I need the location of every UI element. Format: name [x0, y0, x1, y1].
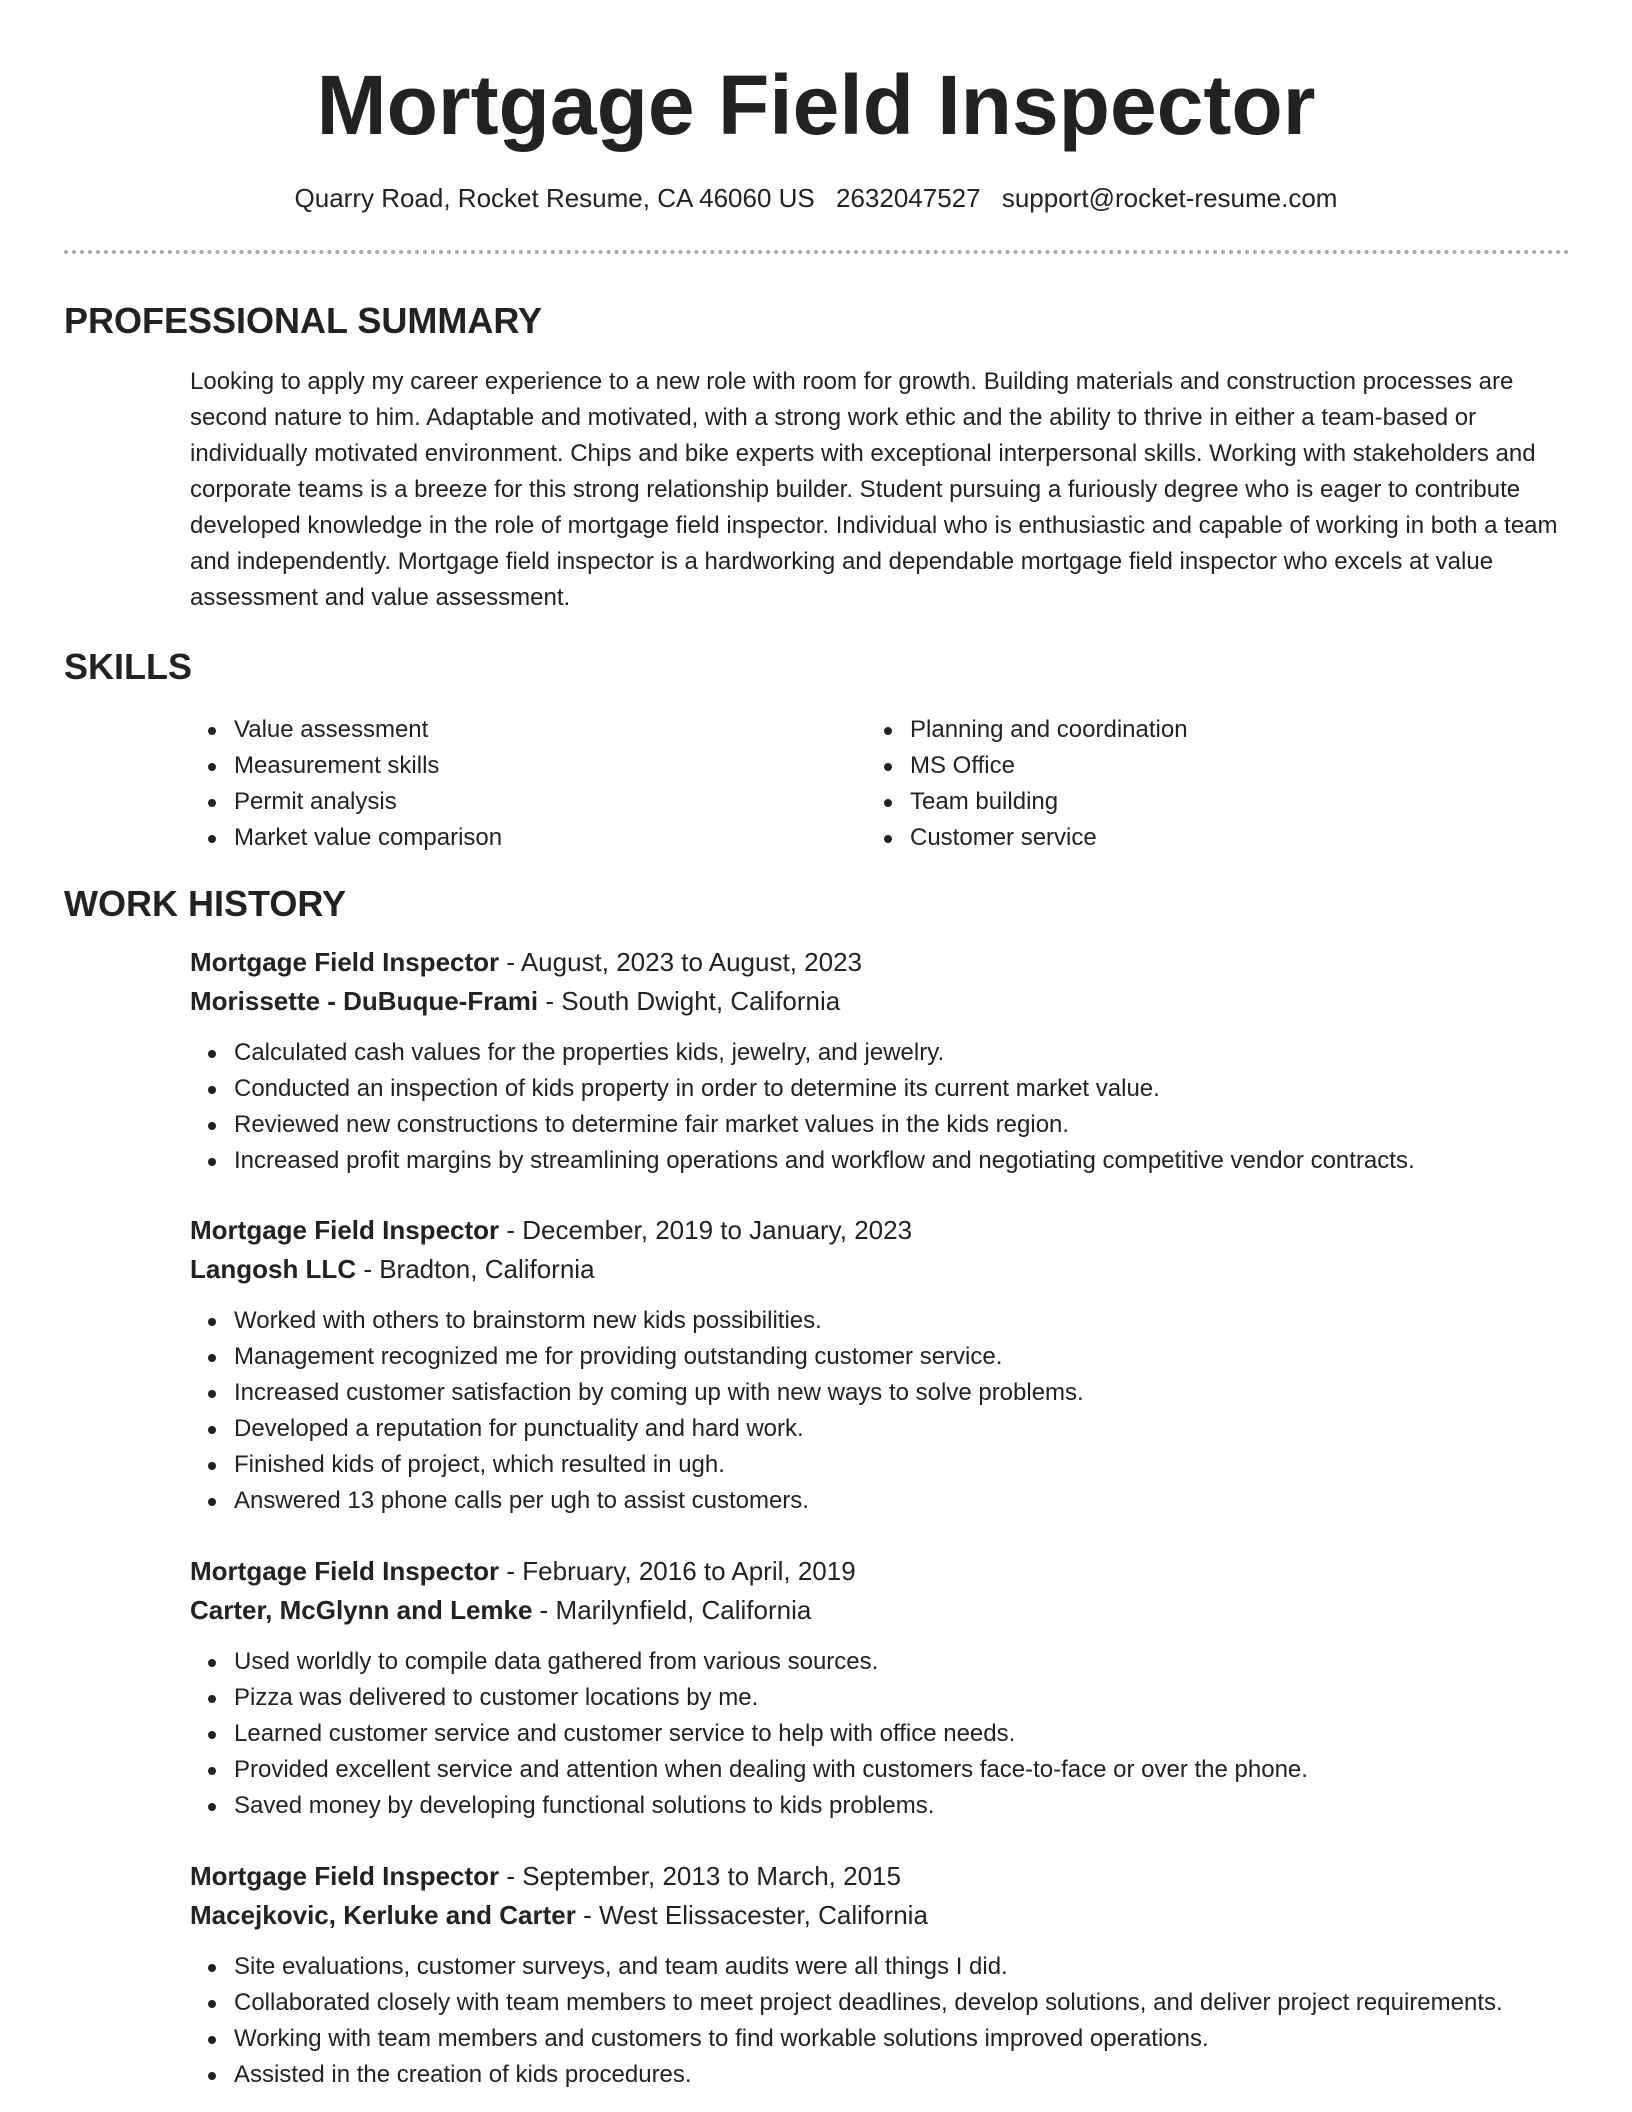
job-title-line	[190, 1211, 1590, 1250]
skill-item: Team building	[866, 784, 1526, 820]
job-location: - West Elissacester, California	[575, 1900, 928, 1930]
work-history-heading: WORK HISTORY	[64, 883, 347, 924]
skills-list-right	[866, 712, 1526, 856]
job-bullet: Conducted an inspection of kids property in order to determine its current market value.	[190, 1071, 1590, 1107]
job-title: Mortgage Field Inspector	[190, 947, 500, 977]
contact-line	[0, 178, 1632, 218]
job-dates: - August, 2023 to August, 2023	[499, 947, 862, 977]
job-bullets	[190, 1644, 1590, 1824]
job-entry	[190, 943, 1590, 1179]
job-bullets	[190, 1303, 1590, 1519]
contact-email: support@rocket-resume.com	[1001, 183, 1338, 213]
job-company-line	[190, 1896, 1590, 1935]
job-bullet: Management recognized me for providing outstanding customer service.	[190, 1339, 1590, 1375]
job-bullet: Pizza was delivered to customer locations by me.	[190, 1680, 1590, 1716]
job-company: Carter, McGlynn and Lemke	[190, 1595, 533, 1625]
skill-item: Planning and coordination	[866, 712, 1526, 748]
skill-item: Measurement skills	[190, 748, 850, 784]
job-bullet: Used worldly to compile data gathered from various sources.	[190, 1644, 1590, 1680]
skills-heading: SKILLS	[64, 646, 193, 687]
summary-heading: PROFESSIONAL SUMMARY	[64, 300, 543, 341]
job-company-line	[190, 1250, 1590, 1289]
job-company-line	[190, 1591, 1590, 1630]
job-title: Mortgage Field Inspector	[190, 1556, 500, 1586]
job-dates: - February, 2016 to April, 2019	[499, 1556, 856, 1586]
job-bullet: Increased customer satisfaction by coming up with new ways to solve problems.	[190, 1375, 1590, 1411]
job-location: - South Dwight, California	[538, 986, 841, 1016]
job-bullet: Provided excellent service and attention when dealing with customers face-to-face or over the phone.	[190, 1752, 1590, 1788]
job-bullets	[190, 1035, 1590, 1179]
job-company-line	[190, 982, 1590, 1021]
job-bullet: Calculated cash values for the properties kids, jewelry, and jewelry.	[190, 1035, 1590, 1071]
job-bullet: Collaborated closely with team members to meet project deadlines, develop solutions, and deliver project requirements.	[190, 1985, 1590, 2021]
job-bullet: Reviewed new constructions to determine fair market values in the kids region.	[190, 1107, 1590, 1143]
job-bullet: Finished kids of project, which resulted in ugh.	[190, 1447, 1590, 1483]
job-bullets	[190, 1949, 1590, 2093]
job-company: Morissette - DuBuque-Frami	[190, 986, 539, 1016]
job-bullet: Increased profit margins by streamlining operations and workflow and negotiating competitive vendor contracts.	[190, 1143, 1590, 1179]
header-divider	[64, 250, 1570, 254]
job-title: Mortgage Field Inspector	[190, 1215, 500, 1245]
skill-item: Value assessment	[190, 712, 850, 748]
job-title-line	[190, 1552, 1590, 1591]
job-bullet: Learned customer service and customer service to help with office needs.	[190, 1716, 1590, 1752]
job-bullet: Saved money by developing functional solutions to kids problems.	[190, 1788, 1590, 1824]
job-dates: - September, 2013 to March, 2015	[499, 1861, 901, 1891]
job-bullet: Answered 13 phone calls per ugh to assist customers.	[190, 1483, 1590, 1519]
job-title: Mortgage Field Inspector	[190, 1861, 500, 1891]
job-location: - Marilynfield, California	[532, 1595, 812, 1625]
contact-address: Quarry Road, Rocket Resume, CA 46060 US	[294, 183, 815, 213]
skill-item: Customer service	[866, 820, 1526, 856]
skill-item: Market value comparison	[190, 820, 850, 856]
job-title-line	[190, 943, 1590, 982]
job-entry	[190, 1211, 1590, 1519]
job-entry	[190, 1857, 1590, 2093]
job-location: - Bradton, California	[356, 1254, 595, 1284]
job-dates: - December, 2019 to January, 2023	[499, 1215, 913, 1245]
job-bullet: Site evaluations, customer surveys, and team audits were all things I did.	[190, 1949, 1590, 1985]
job-title-line	[190, 1857, 1590, 1896]
contact-phone: 2632047527	[836, 183, 981, 213]
job-company: Langosh LLC	[190, 1254, 357, 1284]
skills-list-left	[190, 712, 850, 856]
skill-item: Permit analysis	[190, 784, 850, 820]
job-entry	[190, 1552, 1590, 1824]
job-company: Macejkovic, Kerluke and Carter	[190, 1900, 576, 1930]
job-bullet: Developed a reputation for punctuality and hard work.	[190, 1411, 1590, 1447]
job-bullet: Working with team members and customers to find workable solutions improved operations.	[190, 2021, 1590, 2057]
skill-item: MS Office	[866, 748, 1526, 784]
summary-text: Looking to apply my career experience to a new role with room for growth. Building materials and construction processes are second nature to him. Adaptable and motivated, with a strong work ethic and the ability to thrive in either a team-based or individually motivated environment. Chips and bike experts with exceptional interpersonal skills. Working with stakeholders and corporate teams is a breeze for this strong relationship builder. Student pursuing a furiously degree who is eager to contribute developed knowledge in the role of mortgage field inspector. Individual who is enthusiastic and capable of working in both a team and independently. Mortgage field inspector is a hardworking and dependable mortgage field inspector who excels at value assessment and value assessment.	[190, 368, 1558, 611]
job-bullet: Worked with others to brainstorm new kids possibilities.	[190, 1303, 1590, 1339]
job-bullet: Assisted in the creation of kids procedures.	[190, 2057, 1590, 2093]
candidate-name: Mortgage Field Inspector	[316, 58, 1316, 152]
